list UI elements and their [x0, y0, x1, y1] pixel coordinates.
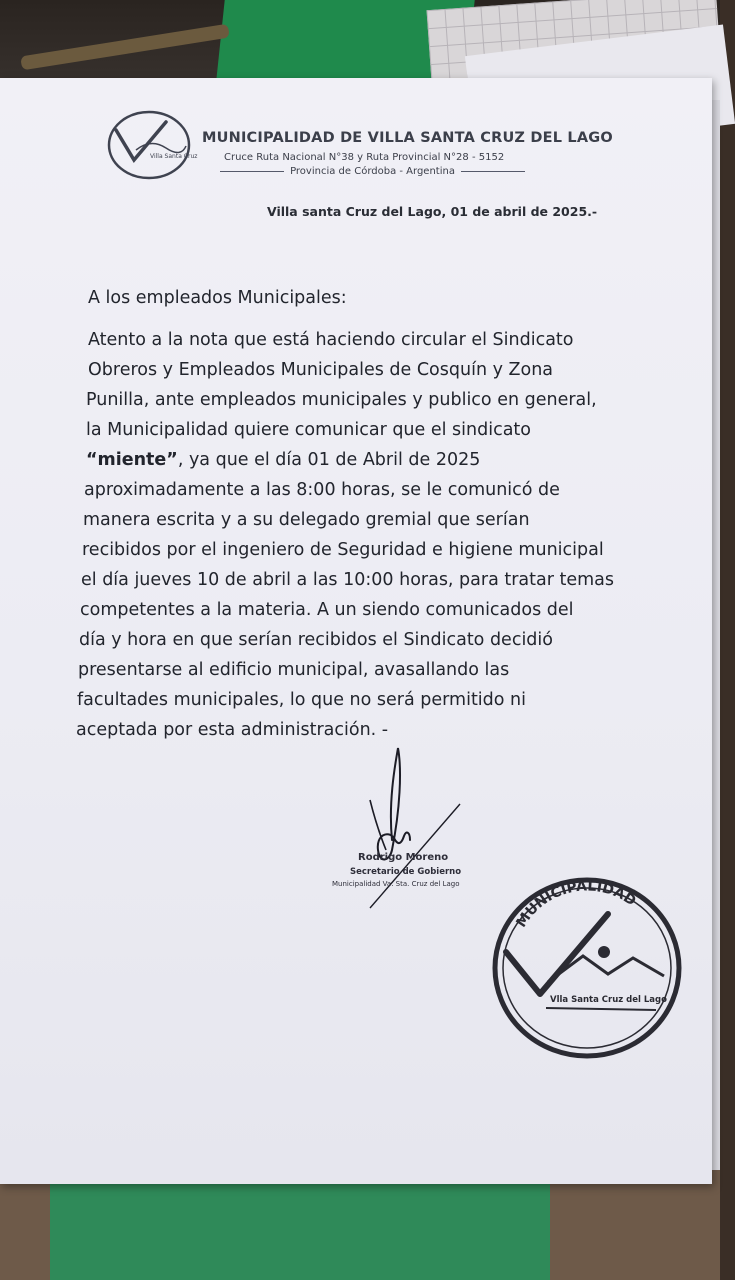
body-line-text: , ya que el día 01 de Abril de 2025 — [177, 450, 481, 470]
signatory-name: Rodrigo Moreno — [358, 852, 449, 863]
municipality-name: MUNICIPALIDAD DE VILLA SANTA CRUZ DEL LAGO — [202, 130, 613, 146]
body-line-text: competentes a la materia. A un siendo comunicados del — [80, 600, 574, 620]
letter-date: Villa santa Cruz del Lago, 01 de abril de 2025.- — [267, 204, 598, 219]
body-line-text: presentarse al edificio municipal, avasallando las — [78, 660, 510, 680]
body-line — [86, 417, 600, 443]
body-line — [86, 447, 604, 473]
body-line-text: manera escrita y a su delegado gremial que serían — [83, 510, 530, 530]
stamp-bottom-text: Vlla Santa Cruz del Lago — [550, 995, 667, 1005]
body-line — [81, 567, 615, 593]
official-stamp — [488, 872, 686, 1062]
body-line-text: Atento a la nota que está haciendo circular el Sindicato — [88, 330, 574, 350]
body-line — [80, 597, 612, 623]
body-line-text: recibidos por el ingeniero de Seguridad e higiene municipal — [82, 540, 604, 560]
body-line-text: Punilla, ante empleados municipales y publico en general, — [86, 390, 597, 410]
body-line-text: día y hora en que serían recibidos el Sindicato decidió — [79, 630, 553, 650]
body-line — [88, 327, 598, 353]
body-line-text: el día jueves 10 de abril a las 10:00 horas, para tratar temas — [81, 570, 615, 590]
body-line — [82, 537, 610, 563]
signatory-organization: Municipalidad Va. Sta. Cruz del Lago — [332, 880, 460, 888]
signatory-role: Secretario de Gobierno — [350, 867, 462, 877]
body-line — [86, 387, 600, 413]
emphasis-miente: “miente” — [86, 450, 178, 470]
body-line — [77, 687, 615, 713]
municipality-address: Cruce Ruta Nacional N°38 y Ruta Provincial N°28 - 5152 — [224, 152, 505, 163]
body-line-text: facultades municipales, lo que no será permitido ni — [77, 690, 526, 710]
body-line-text: Obreros y Empleados Municipales de Cosquín y Zona — [88, 360, 554, 380]
body-line — [88, 357, 598, 383]
salutation: A los empleados Municipales: — [88, 288, 347, 308]
body-line — [83, 507, 607, 533]
body-line-text: aproximadamente a las 8:00 horas, se le comunicó de — [84, 480, 560, 500]
svg-text:Villa Santa Cruz: Villa Santa Cruz — [150, 153, 198, 160]
body-line — [79, 627, 613, 653]
province-text: Provincia de Córdoba - Argentina — [290, 166, 455, 177]
stamp-top-text: MUNICIPALIDAD — [513, 878, 639, 931]
body-line — [78, 657, 614, 683]
body-line — [84, 477, 606, 503]
body-line-text: aceptada por esta administración. - — [76, 720, 389, 740]
body-line-text: la Municipalidad quiere comunicar que el sindicato — [86, 420, 532, 440]
